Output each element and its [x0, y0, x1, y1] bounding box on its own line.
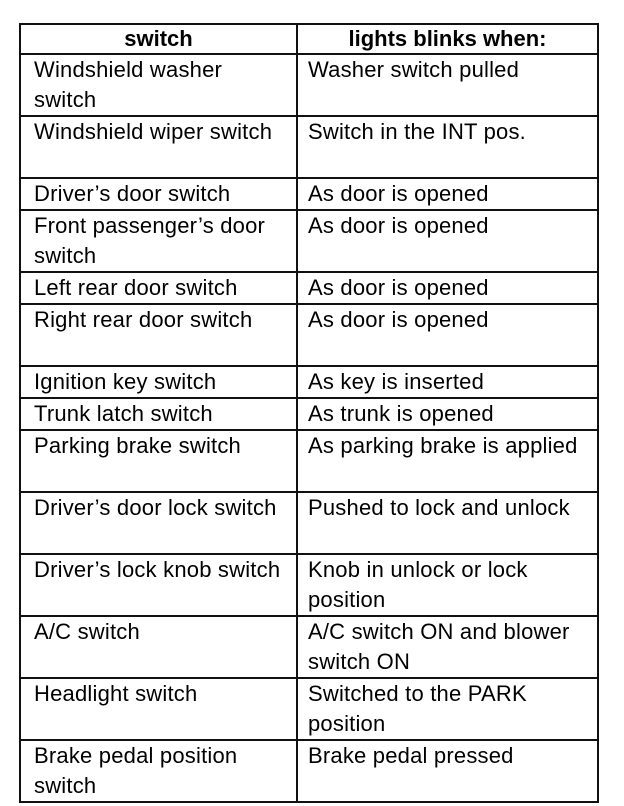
table-row	[20, 430, 598, 492]
condition-cell: Switch in the INT pos.	[297, 116, 598, 178]
condition-cell: Pushed to lock and unlock	[297, 492, 598, 554]
table-row	[20, 178, 598, 210]
condition-cell: Washer switch pulled	[297, 54, 598, 116]
table-row	[20, 398, 598, 430]
switch-cell: Windshield washer switch	[20, 54, 297, 116]
switch-cell: Ignition key switch	[20, 366, 297, 398]
switch-cell: Left rear door switch	[20, 272, 297, 304]
condition-cell: As key is inserted	[297, 366, 598, 398]
table-row	[20, 492, 598, 554]
condition-cell: As parking brake is applied	[297, 430, 598, 492]
switch-cell: Driver’s door lock switch	[20, 492, 297, 554]
condition-cell: As door is opened	[297, 304, 598, 366]
table-header-row	[20, 24, 598, 54]
switch-cell: Parking brake switch	[20, 430, 297, 492]
switch-cell: Headlight switch	[20, 678, 297, 740]
condition-cell: A/C switch ON and blower switch ON	[297, 616, 598, 678]
switch-cell: A/C switch	[20, 616, 297, 678]
condition-cell: As door is opened	[297, 272, 598, 304]
header-lights-blinks-when: lights blinks when:	[297, 24, 598, 54]
header-switch: switch	[20, 24, 297, 54]
switch-cell: Front passenger’s door switch	[20, 210, 297, 272]
table-row	[20, 554, 598, 616]
switch-cell: Trunk latch switch	[20, 398, 297, 430]
table-row	[20, 366, 598, 398]
switch-cell: Right rear door switch	[20, 304, 297, 366]
table-row	[20, 210, 598, 272]
table-row	[20, 616, 598, 678]
condition-cell: Brake pedal pressed	[297, 740, 598, 802]
table-row	[20, 678, 598, 740]
condition-cell: Knob in unlock or lock position	[297, 554, 598, 616]
condition-cell: As door is opened	[297, 210, 598, 272]
condition-cell: As door is opened	[297, 178, 598, 210]
table-row	[20, 272, 598, 304]
switch-cell: Windshield wiper switch	[20, 116, 297, 178]
table-row	[20, 116, 598, 178]
table-row	[20, 54, 598, 116]
switch-cell: Driver’s door switch	[20, 178, 297, 210]
switch-cell: Driver’s lock knob switch	[20, 554, 297, 616]
switch-table	[19, 23, 599, 803]
switch-cell: Brake pedal position switch	[20, 740, 297, 802]
condition-cell: As trunk is opened	[297, 398, 598, 430]
table-row	[20, 304, 598, 366]
condition-cell: Switched to the PARK position	[297, 678, 598, 740]
table-row	[20, 740, 598, 802]
